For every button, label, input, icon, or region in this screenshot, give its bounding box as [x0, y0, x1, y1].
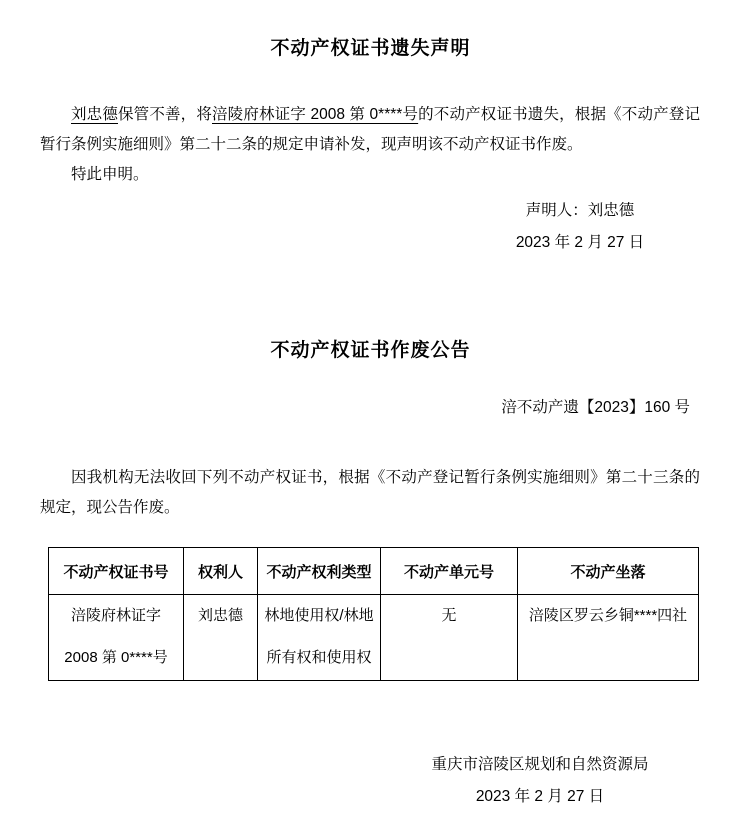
announcement-signature-block [400, 749, 680, 813]
table-header-row [49, 548, 699, 595]
announcement-date: 2023 年 2 月 27 日 [475, 788, 605, 805]
announcement-paragraph: 因我机构无法收回下列不动产权证书，根据《不动产登记暂行条例实施细则》第二十三条的规定，现公告作废。 [40, 469, 700, 516]
announcement-title: 不动产权证书作废公告 [270, 340, 471, 361]
declaration-closing: 特此申明。 [71, 166, 149, 183]
declaration-paragraph [40, 100, 700, 160]
declaration-cert-number: 涪陵府林证字 2008 第 0****号 [212, 106, 419, 123]
cell-right-type: 林地使用权/林地所有权和使用权 [258, 595, 381, 681]
cell-cert-number: 涪陵府林证字 2008 第 0****号 [49, 595, 184, 681]
header-right-type: 不动产权利类型 [258, 548, 381, 595]
declaration-rest-text: 的不动产权证书遗失，根据《不动产登记暂行条例实施细则》第二十二条的规定申请补发，现声明该不动产权证书作废。 [40, 106, 700, 153]
declaration-title: 不动产权证书遗失声明 [270, 38, 471, 59]
cell-unit-number: 无 [381, 595, 518, 681]
declaration-signer: 声明人：刘忠德 [525, 202, 635, 219]
announcement-doc-number: 涪不动产遗【2023】160 号 [501, 399, 690, 416]
header-unit-number: 不动产单元号 [381, 548, 518, 595]
cell-holder: 刘忠德 [184, 595, 258, 681]
certificate-table [48, 547, 699, 681]
announcement-agency: 重庆市涪陵区规划和自然资源局 [431, 756, 649, 773]
declaration-holder-name: 刘忠德 [71, 106, 118, 123]
table-row [49, 595, 699, 681]
declaration-signature-block [460, 195, 700, 259]
header-cert-number: 不动产权证书号 [49, 548, 184, 595]
declaration-date: 2023 年 2 月 27 日 [515, 234, 645, 251]
declaration-mid-text: 保管不善，将 [118, 106, 212, 123]
header-location: 不动产坐落 [518, 548, 699, 595]
cell-location: 涪陵区罗云乡铜****四社 [518, 595, 699, 681]
header-holder: 权利人 [184, 548, 258, 595]
